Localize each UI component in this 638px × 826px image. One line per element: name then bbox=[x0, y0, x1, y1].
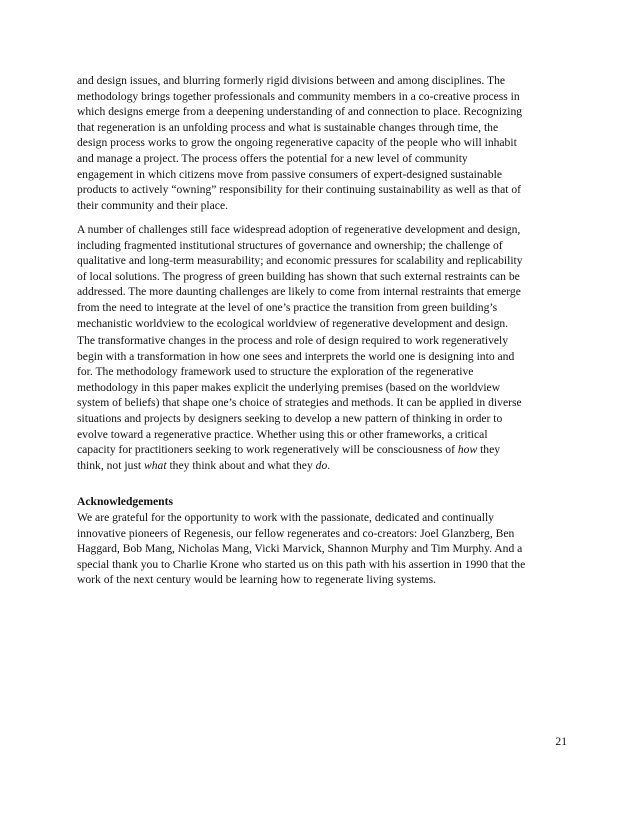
text-line bbox=[77, 442, 567, 458]
text-line: begin with a transformation in how one sees and interprets the world one is designing into and bbox=[77, 349, 515, 363]
page-number: 21 bbox=[555, 735, 567, 748]
paragraph-2 bbox=[77, 222, 567, 331]
text-line: for. The methodology framework used to structure the exploration of the regenerative bbox=[77, 365, 474, 379]
text-line: special thank you to Charlie Krone who started us on this path with his assertion in 1990 that the bbox=[77, 557, 526, 571]
emphasis-what: what bbox=[144, 458, 167, 472]
text-line: Haggard, Bob Mang, Nicholas Mang, Vicki Marvick, Shannon Murphy and Tim Murphy. And a bbox=[77, 542, 523, 556]
acknowledgements-heading: Acknowledgements bbox=[77, 495, 173, 508]
text-line bbox=[77, 458, 567, 474]
text-run: . bbox=[327, 458, 331, 472]
text-line: evolve toward a regenerative practice. Whether using this or other frameworks, a critical bbox=[77, 427, 488, 441]
text-line: situations and projects by designers seeking to develop a new pattern of thinking in order to bbox=[77, 411, 503, 425]
text-line: of local solutions. The progress of green building has shown that such external restraints can be bbox=[77, 269, 520, 283]
text-line: mechanistic worldview to the ecological worldview of regenerative development and design. bbox=[77, 316, 509, 330]
text-line: and design issues, and blurring formerly rigid divisions between and among disciplines. The bbox=[77, 74, 506, 87]
text-run: they think about and what they bbox=[166, 458, 316, 472]
text-line: design process works to grow the ongoing regenerative capacity of the people who will inhabit bbox=[77, 136, 517, 150]
text-line: engagement in which citizens move from passive consumers of expert-designed sustainable bbox=[77, 167, 502, 181]
text-line: products to actively “owning” responsibility for their continuing sustainability as well as that of bbox=[77, 183, 522, 197]
paragraph-1 bbox=[77, 73, 567, 213]
emphasis-do: do bbox=[315, 458, 328, 472]
paragraph-3 bbox=[77, 333, 567, 473]
text-line: methodology in this paper makes explicit the underlying premises (based on the worldview bbox=[77, 380, 501, 394]
text-line: which designs emerge from a deepening understanding of and connection to place. Recognizing bbox=[77, 105, 523, 119]
text-line: work of the next century would be learning how to regenerate living systems. bbox=[77, 573, 436, 587]
text-line: methodology brings together professionals and community members in a co-creative process in bbox=[77, 89, 520, 103]
text-line: from the need to integrate at the level of one’s practice the transition from green building’s bbox=[77, 300, 498, 314]
text-line: A number of challenges still face widespread adoption of regenerative development and design, bbox=[77, 223, 521, 236]
text-run: capacity for practitioners seeking to work regeneratively will be consciousness of bbox=[77, 443, 458, 457]
acknowledgements-paragraph bbox=[77, 510, 567, 588]
emphasis-how: how bbox=[457, 443, 478, 457]
text-line: their community and their place. bbox=[77, 198, 228, 212]
text-line: addressed. The more daunting challenges are likely to come from internal restraints that emerge bbox=[77, 285, 521, 299]
text-line: system of beliefs) that shape one’s choice of strategies and methods. It can be applied in diverse bbox=[77, 396, 522, 410]
text-line: that regeneration is an unfolding process and what is sustainable changes through time, the bbox=[77, 120, 499, 134]
text-line: including fragmented institutional structures of governance and ownership; the challenge of bbox=[77, 238, 503, 252]
text-line: qualitative and long-term measurability; and economic pressures for scalability and replicability bbox=[77, 254, 523, 268]
text-line: innovative pioneers of Regenesis, our fellow regenerates and co-creators: Joel Glanzberg, Ben bbox=[77, 526, 515, 540]
text-line: The transformative changes in the process and role of design required to work regeneratively bbox=[77, 334, 509, 347]
text-line: and manage a project. The process offers the potential for a new level of community bbox=[77, 151, 468, 165]
text-line: We are grateful for the opportunity to work with the passionate, dedicated and continually bbox=[77, 511, 494, 524]
text-run: they bbox=[477, 443, 501, 457]
text-run: think, not just bbox=[77, 458, 144, 472]
